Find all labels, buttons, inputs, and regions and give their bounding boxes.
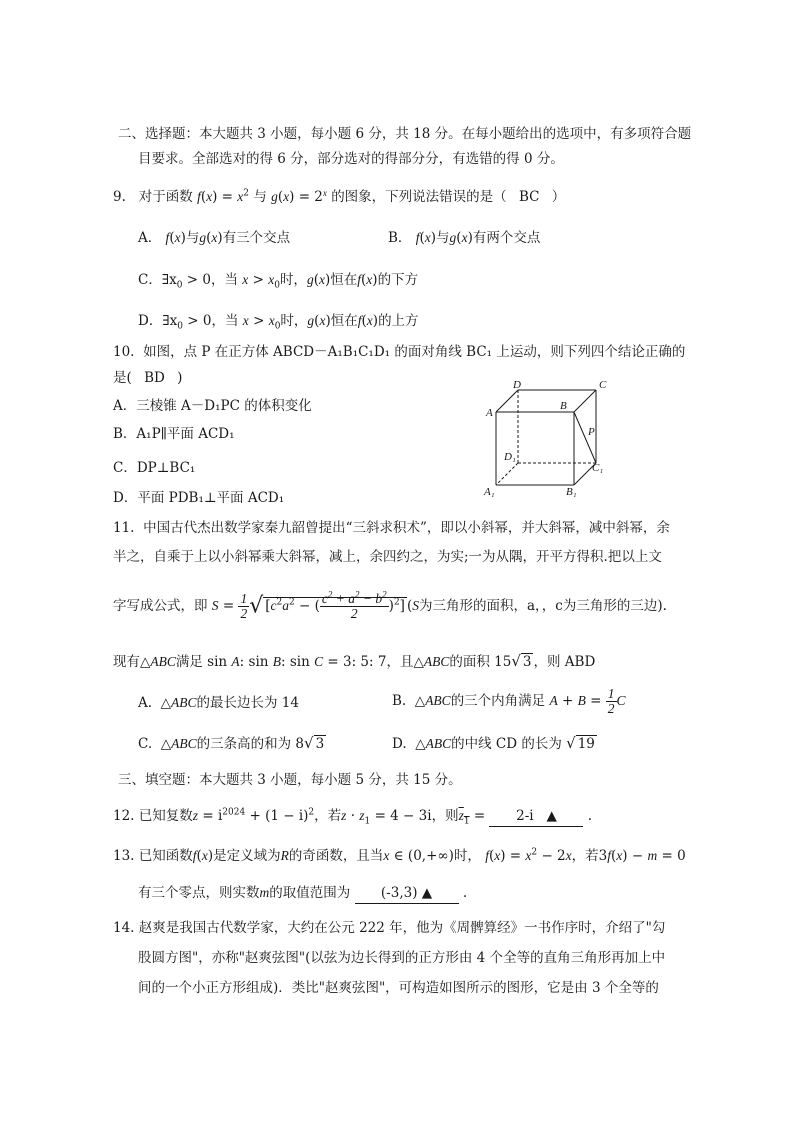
q11-formula: [$c^2a^2$ − ( $\frac{c^2 + a^2 - b^2}{2}$ )$^2$] <box>265 589 405 621</box>
q13-stem-line1: 13. 已知函数f(x)是定义域为R的奇函数，且当x ∈ (0,+∞)时， $f(x) = x^2 - 2x$，若3f(x) − m = 0 <box>113 847 686 864</box>
q10-option-d: D．平面 PDB₁⊥平面 ACD₁ <box>113 490 285 506</box>
q10-stem-text: 如图，点 P 在正方体 ABCD－A₁B₁C₁D₁ 的面对角线 BC₁ 上运动，则下列四个结论正确的 <box>143 344 686 360</box>
q9-stem-post: 的图象，下列说法错误的是（ <box>331 189 507 205</box>
q9-option-d-time: 时， <box>280 313 308 329</box>
q10-stem-line2 <box>113 368 182 388</box>
q13-stem-line2: 有三个零点，则实数m的取值范围为 (-3,3) ▲ . <box>138 883 467 904</box>
q9-stem-end: ） <box>551 189 566 205</box>
q11-line1-text: 中国古代杰出数学家秦九韶曾提出“三斜求积术”，即以小斜幂，并大斜幂，减中斜幂，余 <box>143 520 670 536</box>
q11-line3-post: 为三角形的面积，a，，c为三角形的三边). <box>418 598 667 614</box>
q13-line2-mid: 的取值范围为 <box>269 885 351 901</box>
q9-option-c-when: ，当 <box>211 272 238 288</box>
cube-label-d: D <box>513 379 521 391</box>
q13-mid2: 的奇函数，且当 <box>288 848 384 864</box>
q10-stem-line1 <box>113 342 685 362</box>
q9-option-b-label: B． <box>388 230 412 246</box>
q12-pre: 已知复数 <box>138 808 193 824</box>
q9-option-c-label: C． <box>138 272 162 288</box>
q12-post: ，则 <box>431 808 459 824</box>
q13-answer-blank <box>355 883 459 904</box>
q11-line3-pre: 字写成公式，即 <box>113 598 208 614</box>
q9-option-d-text: 的上方 <box>378 313 419 329</box>
q11-stem-line2: 半之，自乘于上以小斜幂乘大斜幂，减上，余四约之，为实;一为从隅，开平方得积.把以上文 <box>113 549 662 565</box>
q11-option-c-text: 的三条高的和为 <box>196 736 292 752</box>
q10-answer: BD <box>144 370 165 386</box>
q9-option-a-label: A． <box>138 230 162 246</box>
section2-header-line2: 目要求。全部选对的得 6 分，部分选对的得部分分，有选错的得 0 分。 <box>138 151 564 167</box>
q9-stem: 9. 对于函数 $f(x) = x^2$ 与 $g(x) = 2^x$ 的图象，下列说法错误的是（ BC ） <box>113 187 566 205</box>
q11-stem-line3: 字写成公式，即 S = $\frac{1}{2}$ √ [$c^2a^2$ − ( $\frac{c^2 + a^2 - b^2}{2}$ )$^2$] (S为三角形的面积，a，，c为三角形的三边). <box>113 589 667 621</box>
q9-stem-pre: 对于函数 <box>138 189 193 205</box>
q13-answer: (-3,3) <box>380 885 418 901</box>
q9-number: 9. <box>113 189 126 205</box>
q14-stem-line3: 间的一个小正方形组成)．类比"赵爽弦图"，可构造如图所示的图形，它是由 3 个全等的 <box>138 980 659 996</box>
q14-line1-text: 赵爽是我国古代数学家，大约在公元 222 年，他为《周髀算经》一书作序时，介绍了"勾 <box>138 920 666 936</box>
q9-option-d-always: 恒在 <box>330 313 358 329</box>
q11-line4-post: ，则 ABD <box>533 654 596 670</box>
cube-label-p: P <box>588 426 595 438</box>
q10-stem-post: ) <box>177 370 183 386</box>
q12-stem: 12. 已知复数$z = i^{2024} + (1 - i)^2$，若$z \cdot z_1 = 4 - 3i$，则$z_1 = 2-i$ ▲ . <box>113 807 593 827</box>
q9-option-c-time: 时， <box>279 272 307 288</box>
q11-option-a-text: 的最长边长为 14 <box>196 695 299 711</box>
q11-stem-line1 <box>113 518 670 538</box>
q9-option-a-text: 有三个交点 <box>222 230 291 246</box>
q9-stem-mid: 与 <box>253 189 267 205</box>
q12-answer: 2-i <box>516 808 534 824</box>
q12-mid: ，若 <box>314 808 342 824</box>
q9-option-b: B． f(x)与g(x)有两个交点 <box>388 230 541 246</box>
cube-label-c1: C₁ <box>592 462 604 474</box>
q13-mid4: ，若 <box>571 848 599 864</box>
q11-line4-area: 的面积 <box>449 654 490 670</box>
q11-line4-pre: 现有 <box>113 654 140 670</box>
q13-pre: 已知函数 <box>138 848 193 864</box>
cube-figure <box>478 378 638 503</box>
q9-option-d: D．$\exists x_0 > 0$，当 $x > x_0$时，g(x)恒在f(x)的上方 <box>138 313 419 332</box>
q11-option-d-label: D. <box>392 736 407 752</box>
q13-mid3: 时， <box>453 848 481 864</box>
cube-label-b1: B₁ <box>566 486 577 498</box>
cube-label-a1: A₁ <box>484 486 495 498</box>
q11-stem-line4: 现有△ABC满足 sin A: sin B: sin C = 3: 5: 7，且△ABC的面积 15√ 3 ，则 ABD <box>113 652 596 670</box>
q11-option-c: C. △ABC的三条高的和为 8√ 3 <box>138 734 325 752</box>
q14-stem-line1 <box>113 918 665 938</box>
q13-number: 13. <box>113 848 135 864</box>
q9-option-b-text: 有两个交点 <box>472 230 541 246</box>
q11-fraction-half: $\frac{1}{2}$ <box>240 591 248 621</box>
section2-header-line1: 二、选择题：本大题共 3 小题，每小题 6 分，共 18 分。在每小题给出的选项中，有多项符合题 <box>118 126 692 142</box>
cube-label-b: B <box>560 400 567 412</box>
q14-number: 14. <box>113 920 135 936</box>
q10-number: 10. <box>113 344 135 360</box>
q11-option-b: B. △ABC的三个内角满足 A + B = $\frac{1}{2}$ C <box>392 686 626 716</box>
q12-end: . <box>587 808 593 824</box>
q13-end: . <box>462 885 468 901</box>
q12-number: 12. <box>113 808 135 824</box>
q11-option-a-label: A. <box>138 695 153 711</box>
q13-marker: ▲ <box>421 885 433 901</box>
cube-label-a: A <box>486 407 493 419</box>
q11-option-a: A. △ABC的最长边长为 14 <box>138 695 299 711</box>
q12-marker: ▲ <box>546 808 557 824</box>
q9-option-d-label: D． <box>138 313 163 329</box>
q11-line4-mid: 满足 <box>175 654 203 670</box>
q9-option-c-text: 的下方 <box>377 272 419 288</box>
q9-option-c-always: 恒在 <box>330 272 358 288</box>
q11-number: 11. <box>113 520 135 536</box>
q11-option-c-label: C. <box>138 736 153 752</box>
q13-mid1: 是定义域为 <box>213 848 281 864</box>
q9-option-d-when: ，当 <box>211 313 239 329</box>
q11-line4-ratio: = 3: 5: 7，且 <box>327 654 414 670</box>
q10-option-c: C．DP⊥BC₁ <box>113 460 196 476</box>
section3-header: 三、填空题：本大题共 3 小题，每小题 5 分，共 15 分。 <box>118 772 462 788</box>
q9-option-a: A． f(x)与g(x)有三个交点 <box>138 230 291 246</box>
q12-answer-blank <box>489 806 583 827</box>
q9-option-c: C．$\exists x_0 > 0$，当 $x > x_0$时，g(x)恒在f(x)的下方 <box>138 272 419 291</box>
q10-option-a: A．三棱锥 A－D₁PC 的体积变化 <box>113 398 312 414</box>
cube-label-c: C <box>599 379 607 391</box>
q11-option-b-text: 的三个内角满足 <box>450 693 546 709</box>
q14-stem-line2: 股圆方图"，亦称"赵爽弦图"(以弦为边长得到的正方形由 4 个全等的直角三角形再加上中 <box>138 950 666 966</box>
q10-stem-pre: 是( <box>113 370 132 386</box>
q11-option-b-label: B. <box>392 693 407 709</box>
q10-option-b: B．A₁P∥平面 ACD₁ <box>113 426 235 442</box>
q11-option-d: D. △ABC的中线 CD 的长为 √ 19 <box>392 734 595 752</box>
cube-label-d1: D₁ <box>504 451 516 463</box>
q11-option-d-text: 的中线 CD 的长为 <box>451 736 562 752</box>
q9-answer: BC <box>518 189 540 205</box>
q13-line2-pre: 有三个零点，则实数 <box>138 885 260 901</box>
